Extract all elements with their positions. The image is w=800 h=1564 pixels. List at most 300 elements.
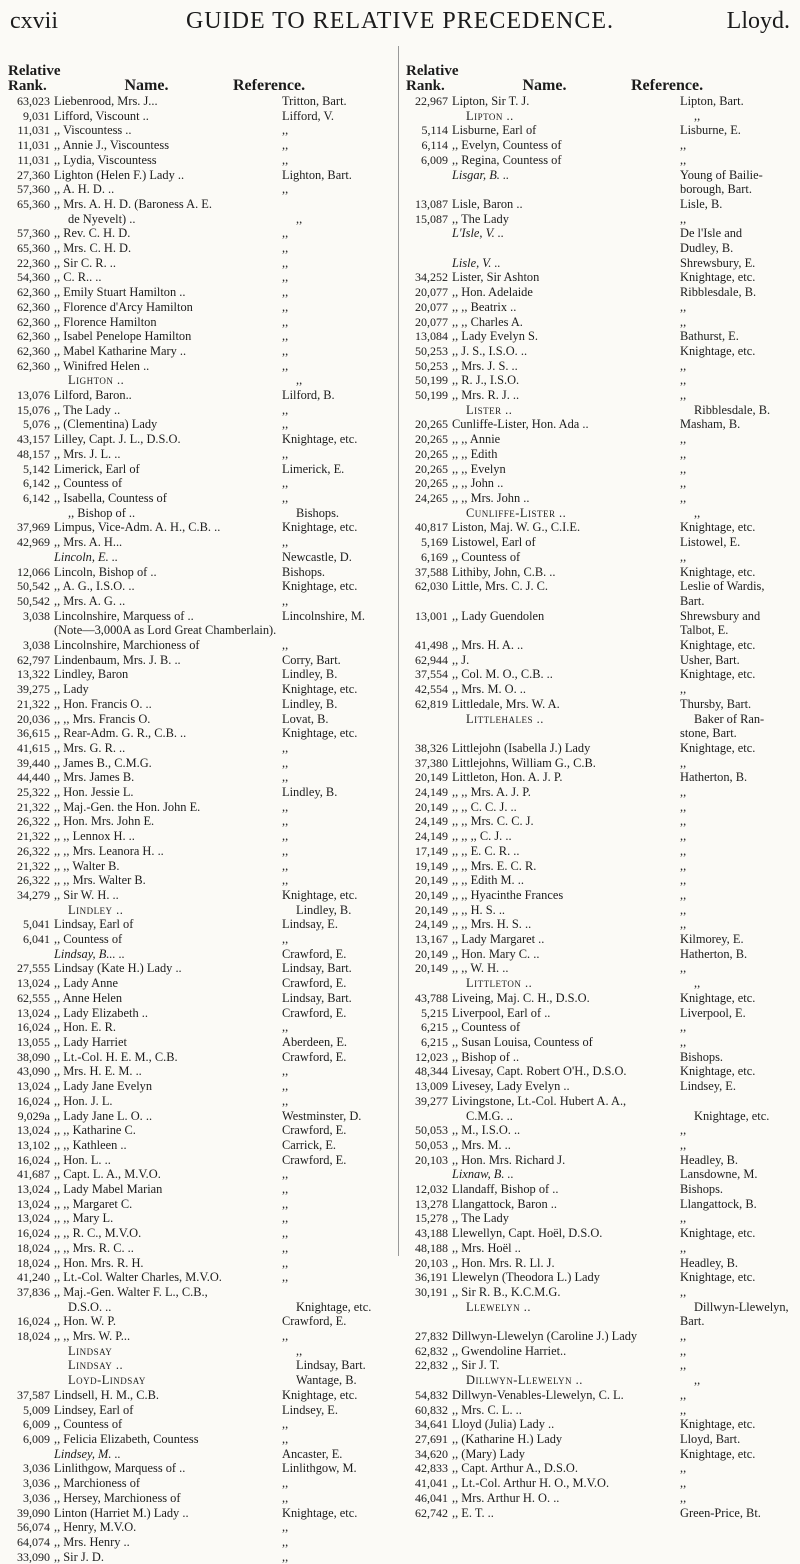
- entry-name: ,, Evelyn, Countess of: [452, 138, 562, 153]
- entry-reference: ,,: [282, 593, 289, 608]
- entry-name: ,, Countess of: [452, 1020, 521, 1035]
- entry-reference: Lloyd, Bart.: [680, 1431, 741, 1446]
- entry-row: [8, 565, 393, 580]
- entry-name: ,, ,, ,, C. J. ..: [452, 829, 512, 844]
- relative-rank: 13,009: [415, 1079, 448, 1094]
- relative-rank: 13,167: [415, 932, 448, 947]
- relative-rank: 9,031: [23, 108, 50, 123]
- relative-rank: 62,555: [17, 990, 50, 1005]
- relative-rank: 19,149: [415, 858, 448, 873]
- entry-row: [406, 344, 791, 359]
- entry-reference: Hatherton, B.: [680, 946, 748, 961]
- entry-name: ,, Mabel Katharine Mary ..: [54, 343, 187, 358]
- relative-rank: 18,024: [17, 1329, 50, 1344]
- entry-reference: Baker of Ran-: [694, 711, 765, 726]
- entry-name: ,, Mrs. A. H...: [54, 535, 123, 550]
- entry-reference: Thursby, Bart.: [680, 696, 752, 711]
- entry-row: [8, 638, 393, 653]
- entry-reference: ,,: [282, 1549, 289, 1564]
- entry-row: [8, 697, 393, 712]
- relative-rank: 50,199: [415, 388, 448, 403]
- entry-row: [406, 270, 791, 285]
- entry-row: [8, 417, 393, 432]
- entry-name: ,, Countess of: [54, 932, 123, 947]
- entry-name: ,, Lady Margaret ..: [452, 932, 545, 947]
- relative-rank: 3,036: [23, 1476, 50, 1491]
- relative-rank: 13,001: [415, 608, 448, 623]
- entry-reference: Lisle, B.: [680, 196, 723, 211]
- relative-rank: 5,009: [23, 1402, 50, 1417]
- entry-reference: ,,: [680, 814, 687, 829]
- entry-name: ,, Maj.-Gen. the Hon. John E.: [54, 799, 201, 814]
- entry-row: [406, 1285, 791, 1300]
- entry-row: [406, 1358, 791, 1373]
- entry-name: Littlehales ..: [466, 711, 544, 726]
- entry-row: [406, 197, 791, 212]
- relative-rank: 50,053: [415, 1137, 448, 1152]
- entry-list: [8, 94, 393, 1564]
- relative-rank: 54,360: [17, 270, 50, 285]
- entry-row: [8, 623, 393, 638]
- entry-row: [8, 123, 393, 138]
- entry-name: Loyd-Lindsay: [68, 1373, 146, 1388]
- relative-rank: 20,265: [415, 417, 448, 432]
- entry-row: [406, 859, 791, 874]
- entry-row: [406, 888, 791, 903]
- relative-rank: 20,149: [415, 873, 448, 888]
- relative-rank: 48,157: [17, 446, 50, 461]
- entry-reference: Liverpool, E.: [680, 1005, 746, 1020]
- entry-row: [406, 785, 791, 800]
- entry-name: ,, Sir J. D.: [54, 1549, 104, 1564]
- relative-rank: 12,032: [415, 1182, 448, 1197]
- entry-reference: Ancaster, E.: [282, 1446, 343, 1461]
- entry-row: [8, 829, 393, 844]
- entry-reference: ,,: [680, 446, 687, 461]
- entry-row: [8, 256, 393, 271]
- entry-reference: Knightage, etc.: [680, 1226, 756, 1241]
- entry-row: [406, 682, 791, 697]
- entry-name: Lindsay (Kate H.) Lady ..: [54, 961, 182, 976]
- entry-name: ,, A. G., I.S.O. ..: [54, 579, 135, 594]
- relative-rank: 13,024: [17, 1123, 50, 1138]
- entry-name: ,, Felicia Elizabeth, Countess: [54, 1431, 199, 1446]
- entry-row: [8, 535, 393, 550]
- entry-row: [8, 1506, 393, 1521]
- relative-rank: 20,265: [415, 461, 448, 476]
- entry-reference: ,,: [680, 799, 687, 814]
- entry-name: ,, Sir W. H. ..: [54, 887, 119, 902]
- entry-name: ,, Mrs. A. G. ..: [54, 593, 126, 608]
- entry-row: [8, 1550, 393, 1564]
- entry-reference: ,,: [694, 505, 701, 520]
- entry-row: [8, 1050, 393, 1065]
- entry-name: ,, Mrs. Hoël ..: [452, 1240, 521, 1255]
- entry-row: [8, 403, 393, 418]
- entry-name: ,, ,, Katharine C.: [54, 1123, 136, 1138]
- entry-row: [406, 1432, 791, 1447]
- relative-rank: 48,344: [415, 1064, 448, 1079]
- relative-rank: 16,024: [17, 1226, 50, 1241]
- left-column: [8, 44, 393, 1564]
- entry-name: C.M.G. ..: [466, 1108, 513, 1123]
- entry-reference: ,,: [282, 476, 289, 491]
- relative-rank: 33,090: [17, 1549, 50, 1564]
- entry-reference: ,,: [282, 1431, 289, 1446]
- entry-name: Lilford, Baron..: [54, 388, 132, 403]
- relative-rank: 16,024: [17, 1020, 50, 1035]
- relative-rank: 6,009: [23, 1431, 50, 1446]
- entry-row: [8, 712, 393, 727]
- entry-name: ,, (Mary) Lady: [452, 1446, 525, 1461]
- relative-rank: 39,090: [17, 1505, 50, 1520]
- entry-row: [406, 623, 791, 638]
- entry-name: Dillwyn-Llewelyn (Caroline J.) Lady: [452, 1329, 638, 1344]
- relative-rank: 6,169: [421, 549, 448, 564]
- entry-reference: Crawford, E.: [282, 1152, 347, 1167]
- entry-reference: ,,: [282, 1417, 289, 1432]
- entry-reference: Lipton, Bart.: [680, 94, 744, 108]
- entry-row: [8, 94, 393, 109]
- entry-name: ,, ,, Hyacinthe Frances: [452, 887, 564, 902]
- entry-reference: Knightage, etc.: [680, 1064, 756, 1079]
- relative-rank: 20,077: [415, 299, 448, 314]
- relative-rank: 13,055: [17, 1035, 50, 1049]
- relative-rank: 11,031: [17, 138, 50, 153]
- entry-name: Lindenbaum, Mrs. J. B. ..: [54, 652, 181, 667]
- entry-row: [406, 1241, 791, 1256]
- entry-name: ,, Isabel Penelope Hamilton: [54, 329, 192, 344]
- entry-name: ,, J. S., I.S.O. ..: [452, 343, 528, 358]
- entry-name: ,, ,, Mrs. John ..: [452, 490, 530, 505]
- relative-rank: 6,114: [421, 138, 448, 153]
- entry-row: [406, 520, 791, 535]
- entry-name: Lindsay, B... ..: [54, 946, 125, 961]
- entry-row: [8, 1182, 393, 1197]
- entry-row: [406, 388, 791, 403]
- entry-reference: Knightage, etc.: [296, 1299, 372, 1314]
- entry-reference: ,,: [282, 314, 289, 329]
- entry-name: ,, ,, Beatrix ..: [452, 299, 517, 314]
- entry-name: ,, Lady Elizabeth ..: [54, 1005, 148, 1020]
- entry-name: ,, Mrs. C. H. D.: [54, 241, 132, 256]
- entry-row: [406, 182, 791, 197]
- entry-reference: ,,: [282, 285, 289, 300]
- entry-row: [406, 1109, 791, 1124]
- entry-name: Lighton ..: [68, 373, 125, 388]
- entry-row: [406, 991, 791, 1006]
- entry-reference: Lisburne, E.: [680, 123, 741, 138]
- entry-row: [8, 682, 393, 697]
- entry-name: ,, ,, Mrs. Walter B.: [54, 873, 146, 888]
- entry-row: [406, 800, 791, 815]
- entry-reference: ,,: [282, 799, 289, 814]
- entry-reference: ,,: [680, 388, 687, 403]
- relative-rank: 26,322: [17, 873, 50, 888]
- entry-reference: ,,: [282, 182, 289, 197]
- entry-reference: ,,: [680, 1284, 687, 1299]
- entry-row: [8, 903, 393, 918]
- entry-row: [8, 594, 393, 609]
- entry-name: Listowel, Earl of: [452, 535, 536, 550]
- entry-reference: Masham, B.: [680, 417, 741, 432]
- entry-name: ,, Lady Anne: [54, 976, 119, 991]
- relative-rank: 5,076: [23, 417, 50, 432]
- entry-reference: Young of Bailie-: [680, 167, 763, 182]
- entry-reference: Knightage, etc.: [680, 270, 756, 285]
- entry-reference: Bishops.: [282, 564, 326, 579]
- entry-row: [8, 300, 393, 315]
- entry-reference: Crawford, E.: [282, 946, 347, 961]
- entry-reference: ,,: [680, 961, 687, 976]
- entry-reference: ,,: [282, 1064, 289, 1079]
- entry-reference: ,,: [282, 1020, 289, 1035]
- entry-row: [8, 1079, 393, 1094]
- entry-name: ,, Gwendoline Harriet..: [452, 1343, 567, 1358]
- entry-name: ,, Mrs. A. H. D. (Baroness A. E.: [54, 196, 212, 211]
- entry-row: [406, 1403, 791, 1418]
- entry-name: ,, ,, Mrs. Francis O.: [54, 711, 151, 726]
- entry-row: [8, 1153, 393, 1168]
- entry-reference: ,,: [282, 1226, 289, 1241]
- relative-rank: 37,588: [415, 564, 448, 579]
- entry-name: ,, ,, Mary L.: [54, 1211, 114, 1226]
- entry-reference: ,,: [680, 1358, 687, 1373]
- entry-name: ,, ,, E. C. R. ..: [452, 843, 520, 858]
- entry-name: ,, Lydia, Viscountess: [54, 152, 157, 167]
- entry-row: [406, 300, 791, 315]
- entry-row: [406, 226, 791, 241]
- entry-reference: ,,: [680, 373, 687, 388]
- entry-row: [8, 1447, 393, 1462]
- entry-row: [406, 932, 791, 947]
- entry-row: [8, 1270, 393, 1285]
- entry-reference: ,,: [282, 1490, 289, 1505]
- entry-row: [406, 1461, 791, 1476]
- entry-name: ,, Regina, Countess of: [452, 152, 562, 167]
- entry-row: [406, 1373, 791, 1388]
- entry-reference: ,,: [680, 476, 687, 491]
- entry-row: [406, 109, 791, 124]
- relative-rank: 18,024: [17, 1255, 50, 1270]
- entry-row: [8, 520, 393, 535]
- entry-row: [8, 844, 393, 859]
- entry-name: L'Isle, V. ..: [452, 226, 504, 241]
- relative-rank: 3,038: [23, 638, 50, 653]
- relative-rank: 62,944: [415, 652, 448, 667]
- entry-row: [8, 1109, 393, 1124]
- entry-reference: Knightage, etc.: [282, 579, 358, 594]
- entry-reference: Green-Price, Bt.: [680, 1505, 761, 1520]
- relative-rank: 20,103: [415, 1255, 448, 1270]
- column-header: [8, 44, 393, 94]
- entry-name: de Nyevelt) ..: [68, 211, 136, 226]
- entry-reference: Lindley, B.: [282, 696, 338, 711]
- entry-reference: ,,: [282, 1270, 289, 1285]
- entry-reference: ,,: [282, 1476, 289, 1491]
- entry-reference: Knightage, etc.: [282, 682, 358, 697]
- entry-row: [8, 447, 393, 462]
- relative-rank: 48,188: [415, 1240, 448, 1255]
- relative-rank: 62,819: [415, 696, 448, 711]
- entry-row: [406, 1344, 791, 1359]
- entry-name: Lindsay: [68, 1343, 113, 1358]
- entry-row: [406, 770, 791, 785]
- relative-rank: 24,149: [415, 829, 448, 844]
- entry-row: [406, 638, 791, 653]
- entry-reference: Tritton, Bart.: [282, 94, 347, 108]
- entry-name: Llewellyn, Capt. Hoël, D.S.O.: [452, 1226, 603, 1241]
- entry-reference: Crawford, E.: [282, 1123, 347, 1138]
- entry-reference: Westminster, D.: [282, 1108, 362, 1123]
- entry-row: [406, 462, 791, 477]
- relative-rank: 13,102: [17, 1137, 50, 1152]
- entry-name: (Note—3,000A as Lord Great Chamberlain).: [54, 623, 277, 638]
- entry-reference: Lindsay, Bart.: [296, 1358, 366, 1373]
- entry-reference: ,,: [680, 887, 687, 902]
- entry-reference: ,,: [296, 373, 303, 388]
- entry-name: Llewelyn (Theodora L.) Lady: [452, 1270, 600, 1285]
- entry-name: Lincolnshire, Marquess of ..: [54, 608, 194, 623]
- entry-row: [8, 1520, 393, 1535]
- entry-row: [8, 212, 393, 227]
- entry-name: ,, E. T. ..: [452, 1505, 494, 1520]
- entry-row: [8, 1314, 393, 1329]
- reference-header: Reference.: [233, 77, 306, 94]
- entry-reference: ,,: [680, 152, 687, 167]
- relative-rank: 27,691: [415, 1431, 448, 1446]
- entry-name: ,, ,, Mrs. R. C. ..: [54, 1240, 134, 1255]
- entry-name: Dillwyn-Llewelyn ..: [466, 1373, 583, 1388]
- entry-name: ,, ,, Kathleen ..: [54, 1137, 127, 1152]
- relative-rank: 13,024: [17, 1211, 50, 1226]
- relative-rank: 5,114: [421, 123, 448, 138]
- entry-name: ,, ,, Annie: [452, 432, 501, 447]
- relative-rank: 6,041: [23, 932, 50, 947]
- entry-row: [406, 947, 791, 962]
- entry-name: ,, Hon. Jessie L.: [54, 785, 134, 800]
- entry-row: [406, 1020, 791, 1035]
- relative-rank: 39,277: [415, 1093, 448, 1108]
- entry-row: [406, 829, 791, 844]
- relative-rank: 13,087: [415, 196, 448, 211]
- entry-row: [406, 1417, 791, 1432]
- entry-name: Limerick, Earl of: [54, 461, 140, 476]
- entry-name: ,, ,, Mrs. Leanora H. ..: [54, 843, 164, 858]
- entry-reference: ,,: [282, 535, 289, 550]
- relative-rank: 20,149: [415, 946, 448, 961]
- entry-row: [8, 241, 393, 256]
- entry-row: [8, 932, 393, 947]
- entry-row: [406, 1329, 791, 1344]
- relative-rank: 54,832: [415, 1387, 448, 1402]
- entry-name: ,, The Lady: [452, 211, 509, 226]
- entry-row: [406, 535, 791, 550]
- entry-reference: Knightage, etc.: [282, 1387, 358, 1402]
- entry-reference: ,,: [680, 785, 687, 800]
- relative-rank: 43,090: [17, 1064, 50, 1079]
- relative-rank: 37,836: [17, 1284, 50, 1299]
- entry-name: ,, The Lady ..: [54, 402, 121, 417]
- entry-row: [8, 859, 393, 874]
- entry-reference: Knightage, etc.: [680, 990, 756, 1005]
- relative-rank: 62,360: [17, 358, 50, 373]
- entry-reference: Wantage, B.: [296, 1373, 357, 1388]
- relative-rank: 5,142: [23, 461, 50, 476]
- relative-rank: 42,833: [415, 1461, 448, 1476]
- relative-rank: 3,036: [23, 1490, 50, 1505]
- relative-rank: 62,030: [415, 579, 448, 594]
- relative-rank: 27,360: [17, 167, 50, 182]
- entry-reference: Knightage, etc.: [680, 1417, 756, 1432]
- entry-reference: ,,: [282, 417, 289, 432]
- entry-name: Lincoln, E. ..: [54, 549, 119, 564]
- entry-name: Lindley, Baron: [54, 667, 129, 682]
- entry-name: Llandaff, Bishop of ..: [452, 1182, 559, 1197]
- entry-row: [406, 1094, 791, 1109]
- entry-row: [406, 1300, 791, 1315]
- entry-name: D.S.O. ..: [68, 1299, 112, 1314]
- entry-reference: ,,: [680, 682, 687, 697]
- relative-rank: 62,360: [17, 285, 50, 300]
- entry-row: [8, 1123, 393, 1138]
- entry-name: ,, Mrs. H. A. ..: [452, 638, 524, 653]
- entry-row: [406, 1314, 791, 1329]
- relative-rank: 34,252: [415, 270, 448, 285]
- relative-rank: 43,788: [415, 990, 448, 1005]
- entry-name: Liston, Maj. W. G., C.I.E.: [452, 520, 581, 535]
- relative-rank: 12,023: [415, 1049, 448, 1064]
- entry-row: [8, 1388, 393, 1403]
- entry-name: ,, Mrs. Arthur H. O. ..: [452, 1490, 560, 1505]
- entry-reference: ,,: [282, 843, 289, 858]
- entry-reference: Kilmorey, E.: [680, 932, 744, 947]
- entry-name: ,, ,, Walter B.: [54, 858, 120, 873]
- entry-name: ,, Mrs. James B.: [54, 770, 135, 785]
- entry-reference: Bathurst, E.: [680, 329, 739, 344]
- relative-rank: 38,090: [17, 1049, 50, 1064]
- relative-rank: 20,265: [415, 476, 448, 491]
- entry-name: ,, Hon. Mrs. R. Ll. J.: [452, 1255, 555, 1270]
- entry-reference: ,,: [680, 432, 687, 447]
- relative-rank: 41,687: [17, 1167, 50, 1182]
- entry-row: [8, 285, 393, 300]
- entry-row: [8, 168, 393, 183]
- reference-header: Reference.: [631, 77, 704, 94]
- entry-name: Lindsay ..: [68, 1358, 124, 1373]
- entry-row: [406, 1506, 791, 1521]
- entry-name: ,, Col. M. O., C.B. ..: [452, 667, 553, 682]
- column-divider: [398, 46, 399, 1256]
- entry-name: Livesay, Capt. Robert O'H., D.S.O.: [452, 1064, 627, 1079]
- entry-reference: ,,: [282, 123, 289, 138]
- entry-row: [406, 1006, 791, 1021]
- entry-reference: ,,: [680, 1343, 687, 1358]
- entry-reference: ,,: [680, 490, 687, 505]
- relative-rank: 65,360: [17, 196, 50, 211]
- relative-rank: 36,615: [17, 726, 50, 741]
- entry-reference: ,,: [680, 843, 687, 858]
- entry-reference: Bishops.: [296, 505, 340, 520]
- entry-name: ,, Mrs. M. ..: [452, 1137, 511, 1152]
- entry-name: Littleton ..: [466, 976, 533, 991]
- entry-row: [406, 741, 791, 756]
- entry-reference: ,,: [680, 1387, 687, 1402]
- entry-name: ,, Capt. L. A., M.V.O.: [54, 1167, 161, 1182]
- entry-reference: Lilford, B.: [282, 388, 335, 403]
- entry-row: [406, 168, 791, 183]
- relative-rank: 27,832: [415, 1329, 448, 1344]
